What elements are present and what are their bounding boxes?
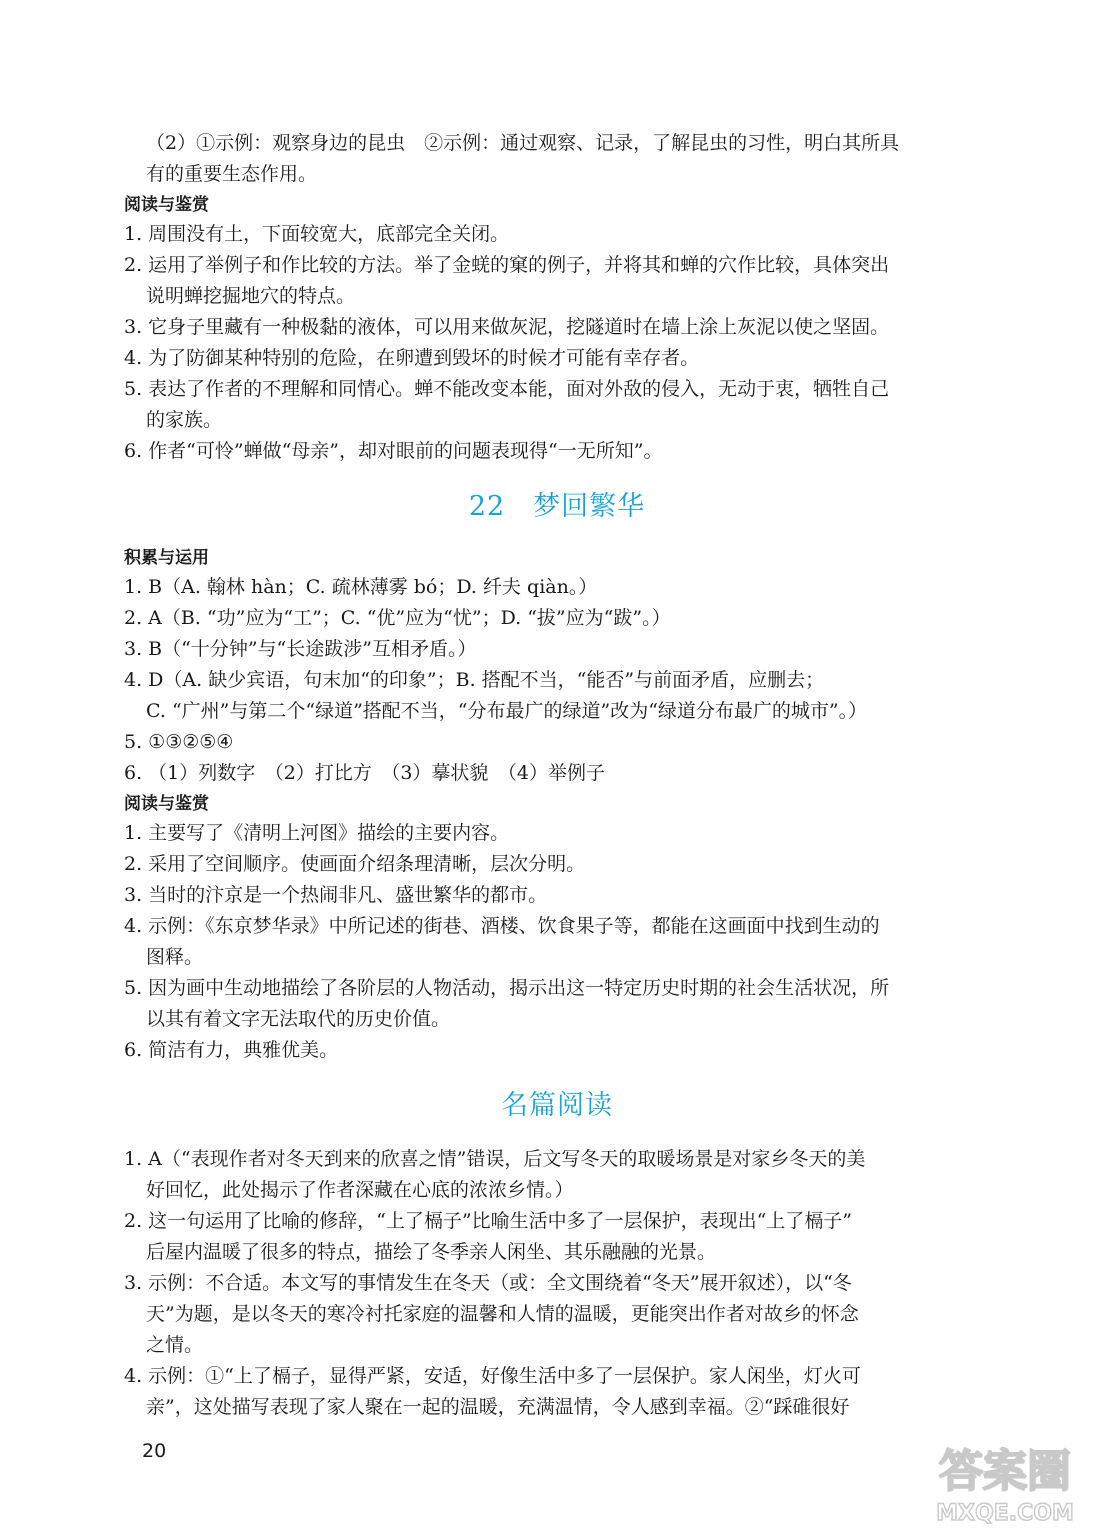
list-item: 1. A（“表现作者对冬天到来的欣喜之情”错误，后文写冬天的取暖场景是对家乡冬天的美 (124, 1148, 866, 1170)
reading-list (124, 219, 990, 467)
list-item: 1. 周围没有土，下面较宽大，底部完全关闭。 (124, 223, 510, 245)
list-item-continuation: 后屋内温暖了很多的特点，描绘了冬季亲人闲坐、其乐融融的光景。 (146, 1241, 717, 1263)
list-item-continuation: 天”为题，是以冬天的寒冷衬托家庭的温馨和人情的温暖，更能突出作者对故乡的怀念 (146, 1303, 859, 1325)
list-item: 3. 它身子里藏有一种极黏的液体，可以用来做灰泥，挖隧道时在墙上涂上灰泥以使之坚固。 (124, 316, 890, 338)
list-item: 2. 采用了空间顺序。使画面介绍条理清晰，层次分明。 (124, 853, 586, 875)
list-item-continuation: 以其有着文字无法取代的历史价值。 (146, 1008, 451, 1030)
text-line: 有的重要生态作用。 (146, 163, 318, 185)
watermark-url: MXQE.COM (936, 1501, 1074, 1526)
section-name: 梦回繁华 (533, 491, 646, 522)
accumulate-heading: 积累与运用 (124, 548, 209, 568)
list-item-continuation: 之情。 (146, 1334, 204, 1356)
list-item: 6. 作者“可怜”蝉做“母亲”，却对眼前的问题表现得“一无所知”。 (124, 440, 663, 462)
list-item-continuation: 图释。 (146, 946, 204, 968)
list-item: 6. 简洁有力，典雅优美。 (124, 1039, 339, 1061)
famous-reading-list (124, 1144, 990, 1423)
list-item-continuation: 的家族。 (146, 409, 223, 431)
list-item: 2. 这一句运用了比喻的修辞，“上了槅子”比喻生活中多了一层保护，表现出“上了槅子” (124, 1210, 853, 1232)
list-item: 1. B（A. 翰林 hàn；C. 疏林薄雾 bó；D. 纤夫 qiàn。） (124, 576, 598, 598)
list-item: 5. 表达了作者的不理解和同情心。蝉不能改变本能，面对外敌的侵入，无动于衷，牺牲自己 (124, 378, 890, 400)
list-item: 3. 当时的汴京是一个热闹非凡、盛世繁华的都市。 (124, 884, 548, 906)
reading-list (124, 818, 990, 1066)
text-line: （2）①示例：观察身边的昆虫 ②示例：通过观察、记录，了解昆虫的习性，明白其所具 (146, 132, 900, 154)
watermark-text: 答案圈 (939, 1446, 1071, 1497)
list-item: 5. 因为画中生动地描绘了各阶层的人物活动，揭示出这一特定历史时期的社会生活状况，所 (124, 977, 890, 999)
reading-heading: 阅读与鉴赏 (124, 195, 209, 215)
list-item: 6. （1）列数字 （2）打比方 （3）摹状貌 （4）举例子 (124, 762, 606, 784)
section-number: 22 (468, 491, 506, 522)
page-number: 20 (142, 1440, 167, 1462)
watermark-logo (917, 1436, 1093, 1528)
famous-reading-title: 名篇阅读 (501, 1090, 613, 1121)
section-title (124, 487, 990, 527)
list-item-continuation: 亲”，这处描写表现了家人聚在一起的温暖，充满温情，令人感到幸福。②“踩碓很好 (146, 1396, 850, 1418)
list-item: 2. A（B. “功”应为“工”；C. “优”应为“忧”；D. “拔”应为“跋”。） (124, 607, 671, 629)
list-item-continuation: 好回忆，此处揭示了作者深藏在心底的浓浓乡情。） (146, 1179, 574, 1201)
list-item: 5. ①③②⑤④ (124, 731, 234, 753)
page-content (124, 128, 990, 1423)
list-item: 4. 示例：①“上了槅子，显得严紧，安适，好像生活中多了一层保护。家人闲坐，灯火可 (124, 1365, 861, 1387)
accumulate-list (124, 572, 990, 789)
list-item: 4. D（A. 缺少宾语，句末加“的印象”；B. 搭配不当，“能否”与前面矛盾，应删去； (124, 669, 825, 691)
list-item: 2. 运用了举例子和作比较的方法。举了金蜣的窠的例子，并将其和蝉的穴作比较，具体突出 (124, 254, 890, 276)
list-item-continuation: C. “广州”与第二个“绿道”搭配不当，“分布最广的绿道”改为“绿道分布最广的城市”。） (146, 700, 868, 722)
list-item: 3. B（“十分钟”与“长途跋涉”互相矛盾。） (124, 638, 477, 660)
list-item-continuation: 说明蝉挖掘地穴的特点。 (146, 285, 356, 307)
list-item: 4. 示例：《东京梦华录》中所记述的街巷、酒楼、饮食果子等，都能在这画面中找到生动的 (124, 915, 880, 937)
list-item: 4. 为了防御某种特别的危险，在卵遭到毁坏的时候才可能有幸存者。 (124, 347, 700, 369)
list-item: 1. 主要写了《清明上河图》描绘的主要内容。 (124, 822, 510, 844)
list-item: 3. 示例：不合适。本文写的事情发生在冬天（或：全文围绕着“冬天”展开叙述），以“冬 (124, 1272, 852, 1294)
reading-heading: 阅读与鉴赏 (124, 794, 209, 814)
